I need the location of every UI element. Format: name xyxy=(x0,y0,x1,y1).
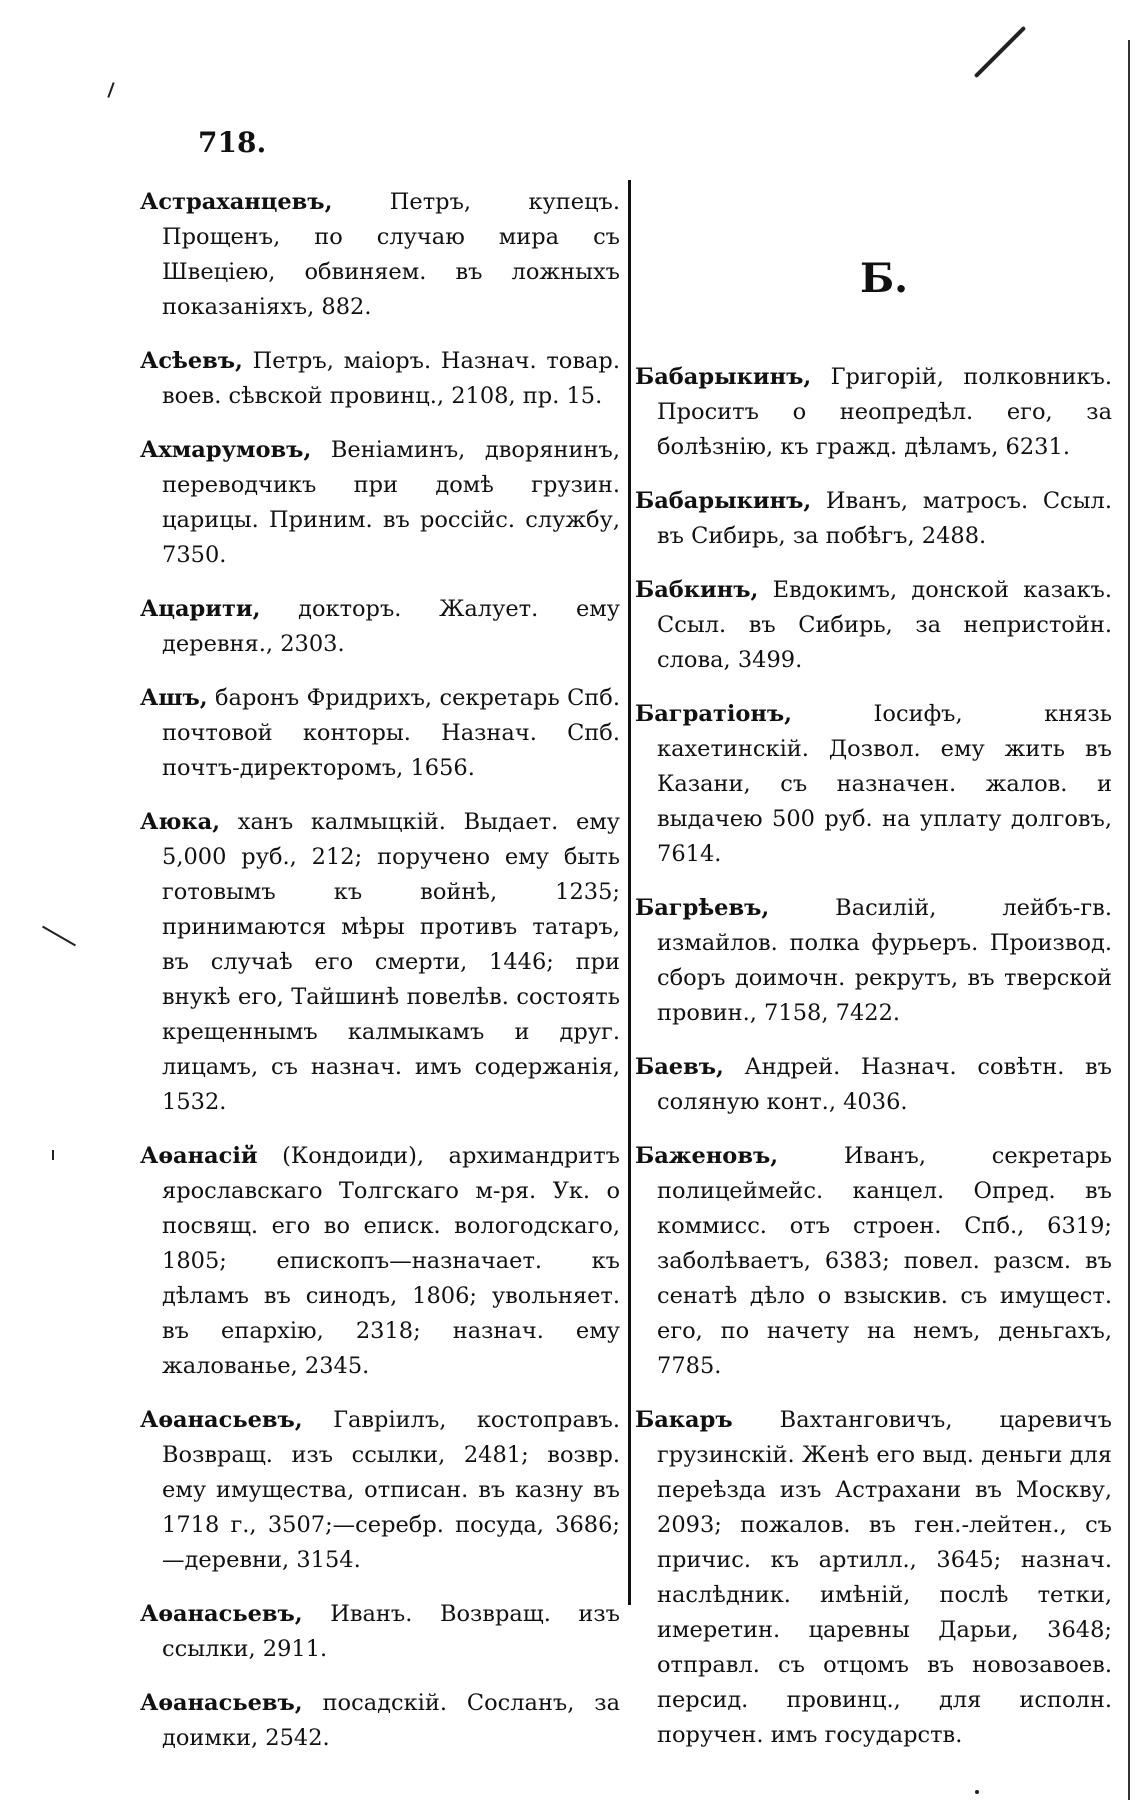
index-entry xyxy=(635,1050,1112,1120)
stray-mark xyxy=(975,1790,979,1794)
index-entry xyxy=(635,697,1112,872)
stray-mark xyxy=(974,26,1026,78)
index-entry xyxy=(635,1139,1112,1384)
entry-headword: Багрѣевъ, xyxy=(635,895,770,921)
entry-headword: Ахмарумовъ, xyxy=(140,437,312,463)
entry-text: Веніаминъ, дворянинъ, переводчикъ при домѣ грузин. царицы. Приним. въ россійс. службу, 7350. xyxy=(162,437,620,568)
entry-headword: Ацарити, xyxy=(140,596,261,622)
index-entry xyxy=(140,433,620,573)
index-entry xyxy=(140,592,620,662)
entry-text: Андрей. Назнач. совѣтн. въ соляную конт., 4036. xyxy=(657,1054,1112,1115)
column-divider xyxy=(628,180,631,1605)
section-letter: Б. xyxy=(860,255,909,302)
entry-headword: Багратіонъ, xyxy=(635,701,792,727)
entry-text: Петръ, купецъ. Прощенъ, по случаю мира съ Швеціею, обвиняем. въ ложныхъ показаніяхъ, 882. xyxy=(162,189,620,320)
entry-text: баронъ Фридрихъ, секретарь Спб. почтовой конторы. Назнач. Спб. почтъ-директоромъ, 1656. xyxy=(162,685,620,781)
index-entry xyxy=(635,573,1112,678)
right-column xyxy=(635,360,1112,1772)
entry-text: докторъ. Жалует. ему деревня., 2303. xyxy=(162,596,620,657)
entry-text: посадскій. Сосланъ, за доимки, 2542. xyxy=(162,1690,620,1751)
stray-mark xyxy=(107,82,114,98)
entry-text: Іосифъ, князь кахетинскій. Дозвол. ему жить въ Казани, съ назначен. жалов. и выдачею 500 руб. на уплату долговъ, 7614. xyxy=(657,701,1112,867)
entry-text: Иванъ, матросъ. Ссыл. въ Сибирь, за побѣгъ, 2488. xyxy=(657,488,1112,549)
entry-text: (Кондоиди), архимандритъ ярославскаго Толгскаго м-ря. Ук. о посвящ. его во еписк. вологодскаго, 1805; епископъ—назначает. къ дѣламъ въ синодъ, 1806; увольняет. въ епархію, 2318; назнач. ему жалованье, 2345. xyxy=(162,1143,620,1379)
index-entry xyxy=(635,360,1112,465)
page-edge-line xyxy=(1128,40,1130,1800)
entry-headword: Бакаръ xyxy=(635,1407,733,1433)
entry-text: Иванъ, секретарь полицеймейс. канцел. Опред. въ коммисс. отъ строен. Спб., 6319; заболѣваетъ, 6383; повел. разсм. въ сенатѣ дѣло о взыскив. съ имущест. его, по начету на немъ, деньгахъ, 7785. xyxy=(657,1143,1112,1379)
entry-headword: Аѳанасьевъ, xyxy=(140,1601,303,1627)
left-column xyxy=(140,185,620,1775)
entry-text: Вахтанговичъ, царевичъ грузинскій. Женѣ его выд. деньги для переѣзда изъ Астрахани въ Москву, 2093; пожалов. въ ген.-лейтен., съ причис. къ артилл., 3645; назнач. наслѣдник. имѣній, послѣ тетки, имеретин. царевны Дарьи, 3648; отправл. съ отцомъ въ новозавоев. персид. провинц., для исполн. поручен. имъ государств. xyxy=(657,1407,1112,1748)
index-entry xyxy=(635,1403,1112,1753)
page-number: 718. xyxy=(198,126,267,159)
index-entry xyxy=(635,891,1112,1031)
entry-headword: Ашъ, xyxy=(140,685,208,711)
entry-headword: Аюка, xyxy=(140,809,221,835)
stray-mark xyxy=(52,1150,54,1160)
index-entry xyxy=(140,1597,620,1667)
entry-headword: Асѣевъ, xyxy=(140,348,243,374)
index-entry xyxy=(635,484,1112,554)
index-entry xyxy=(140,1403,620,1578)
stray-mark xyxy=(42,926,76,947)
index-entry xyxy=(140,1139,620,1384)
entry-text: Петръ, маіоръ. Назнач. товар. воев. сѣвской провинц., 2108, пр. 15. xyxy=(162,348,620,409)
index-entry xyxy=(140,805,620,1120)
entry-headword: Астраханцевъ, xyxy=(140,189,333,215)
entry-text: ханъ калмыцкій. Выдает. ему 5,000 руб., 212; поручено ему быть готовымъ къ войнѣ, 1235; принимаются мѣры противъ татаръ, въ случаѣ его смерти, 1446; при внукѣ его, Тайшинѣ повелѣв. состоять крещеннымъ калмыкамъ и друг. лицамъ, съ назнач. имъ содержанія, 1532. xyxy=(162,809,620,1115)
entry-headword: Бабарыкинъ, xyxy=(635,488,812,514)
entry-headword: Аѳанасьевъ, xyxy=(140,1407,303,1433)
entry-headword: Аѳанасій xyxy=(140,1143,258,1169)
entry-headword: Баевъ, xyxy=(635,1054,724,1080)
entry-headword: Бабкинъ, xyxy=(635,577,759,603)
entry-headword: Аѳанасьевъ, xyxy=(140,1690,303,1716)
entry-text: Гавріилъ, костоправъ. Возвращ. изъ ссылки, 2481; возвр. ему имущества, отписан. въ казну въ 1718 г., 3507;—серебр. посуда, 3686;—деревни, 3154. xyxy=(162,1407,620,1573)
entry-text: Иванъ. Возвращ. изъ ссылки, 2911. xyxy=(162,1601,620,1662)
index-entry xyxy=(140,344,620,414)
index-entry xyxy=(140,185,620,325)
index-entry xyxy=(140,681,620,786)
entry-text: Василій, лейбъ-гв. измайлов. полка фурьеръ. Производ. сборъ доимочн. рекрутъ, въ тверской провин., 7158, 7422. xyxy=(657,895,1112,1026)
entry-headword: Баженовъ, xyxy=(635,1143,779,1169)
index-entry xyxy=(140,1686,620,1756)
entry-text: Евдокимъ, донской казакъ. Ссыл. въ Сибирь, за непристойн. слова, 3499. xyxy=(657,577,1112,673)
entry-text: Григорій, полковникъ. Проситъ о неопредѣл. его, за болѣзнію, къ гражд. дѣламъ, 6231. xyxy=(657,364,1112,460)
entry-headword: Бабарыкинъ, xyxy=(635,364,812,390)
